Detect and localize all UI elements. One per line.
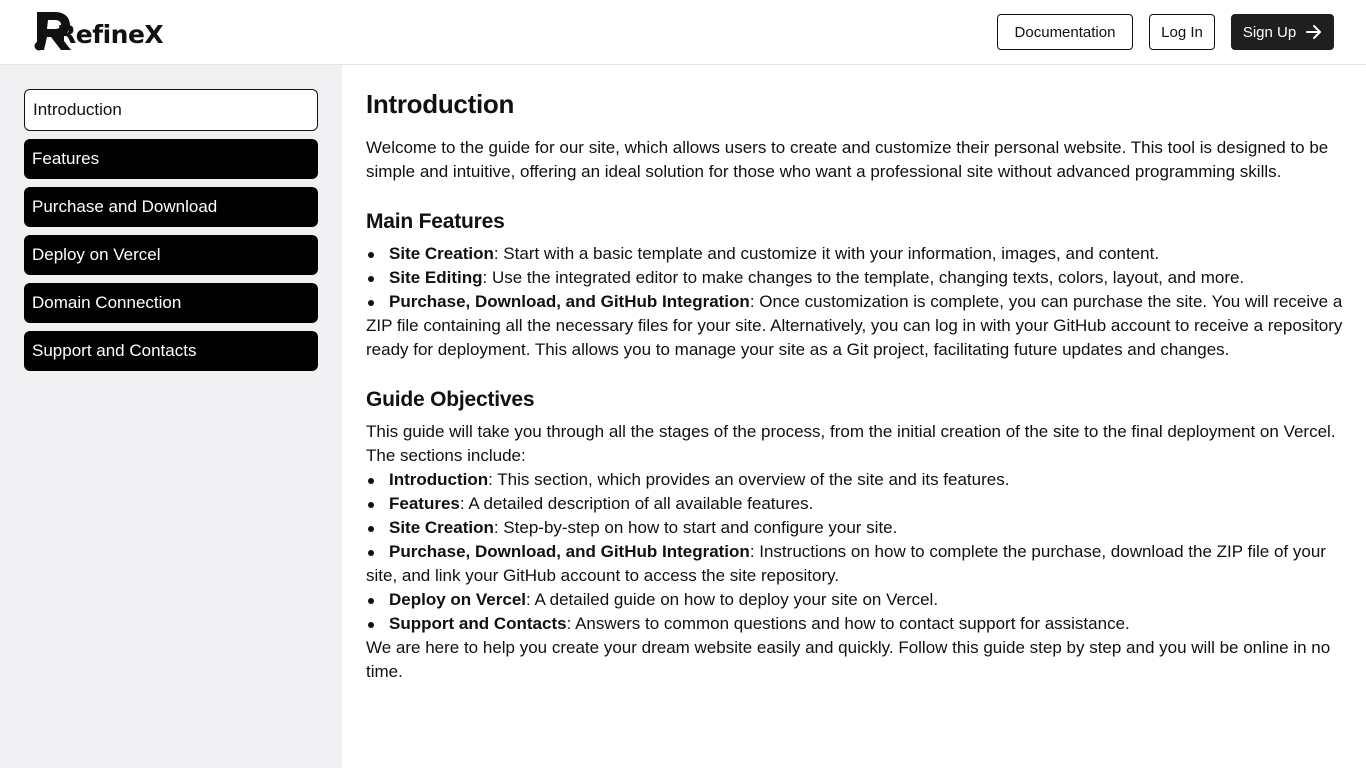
sidebar-item-domain-connection[interactable]: Domain Connection: [24, 283, 318, 323]
sidebar-item-features[interactable]: Features: [24, 139, 318, 179]
refinex-logo[interactable]: [33, 10, 164, 54]
objectives-heading: Guide Objectives: [366, 388, 535, 411]
list-item: Site Creation: Step-by-step on how to start and configure your site.: [366, 516, 1346, 540]
list-item: Site Creation: Start with a basic template and customize it with your information, images, and content.: [366, 242, 1346, 266]
login-button[interactable]: Log In: [1149, 14, 1215, 50]
features-list: [366, 242, 1346, 362]
signup-button[interactable]: Sign Up: [1231, 14, 1334, 50]
arrow-right-icon: [1306, 25, 1322, 39]
main-content: [366, 88, 1346, 684]
sidebar-item-purchase-download[interactable]: Purchase and Download: [24, 187, 318, 227]
top-header: [0, 0, 1366, 65]
features-heading: Main Features: [366, 210, 505, 233]
sidebar-item-deploy-vercel[interactable]: Deploy on Vercel: [24, 235, 318, 275]
sidebar-item-support-contacts[interactable]: Support and Contacts: [24, 331, 318, 371]
page-title: Introduction: [366, 89, 515, 119]
closing-paragraph: We are here to help you create your dream website easily and quickly. Follow this guide step by step and you will be online in no time.: [366, 638, 1331, 681]
list-item: Purchase, Download, and GitHub Integration: Instructions on how to complete the purchase, download the ZIP file of your site, and link your GitHub account to access the site repository.: [366, 540, 1346, 588]
list-item: Deploy on Vercel: A detailed guide on how to deploy your site on Vercel.: [366, 588, 1346, 612]
list-item: Purchase, Download, and GitHub Integration: Once customization is complete, you can purchase the site. You will receive a ZIP file containing all the necessary files for your site. Alternatively, you can log in with your GitHub account to receive a repository ready for deployment. This allows you to manage your site as a Git project, facilitating future updates and changes.: [366, 290, 1346, 362]
documentation-button[interactable]: Documentation: [997, 14, 1133, 50]
logo-wordmark: RefineX: [57, 20, 164, 49]
objectives-intro: This guide will take you through all the stages of the process, from the initial creation of the site to the final deployment on Vercel. The sections include:: [366, 422, 1336, 465]
intro-paragraph: Welcome to the guide for our site, which allows users to create and customize their personal website. This tool is designed to be simple and intuitive, offering an ideal solution for those who want a professional site without advanced programming skills.: [366, 138, 1329, 181]
list-item: Features: A detailed description of all available features.: [366, 492, 1346, 516]
sidebar-nav: [0, 65, 342, 768]
objectives-list: [366, 468, 1346, 636]
list-item: Introduction: This section, which provides an overview of the site and its features.: [366, 468, 1346, 492]
sidebar-item-introduction[interactable]: Introduction: [24, 89, 318, 131]
list-item: Support and Contacts: Answers to common questions and how to contact support for assistance.: [366, 612, 1346, 636]
list-item: Site Editing: Use the integrated editor to make changes to the template, changing texts, colors, layout, and more.: [366, 266, 1346, 290]
